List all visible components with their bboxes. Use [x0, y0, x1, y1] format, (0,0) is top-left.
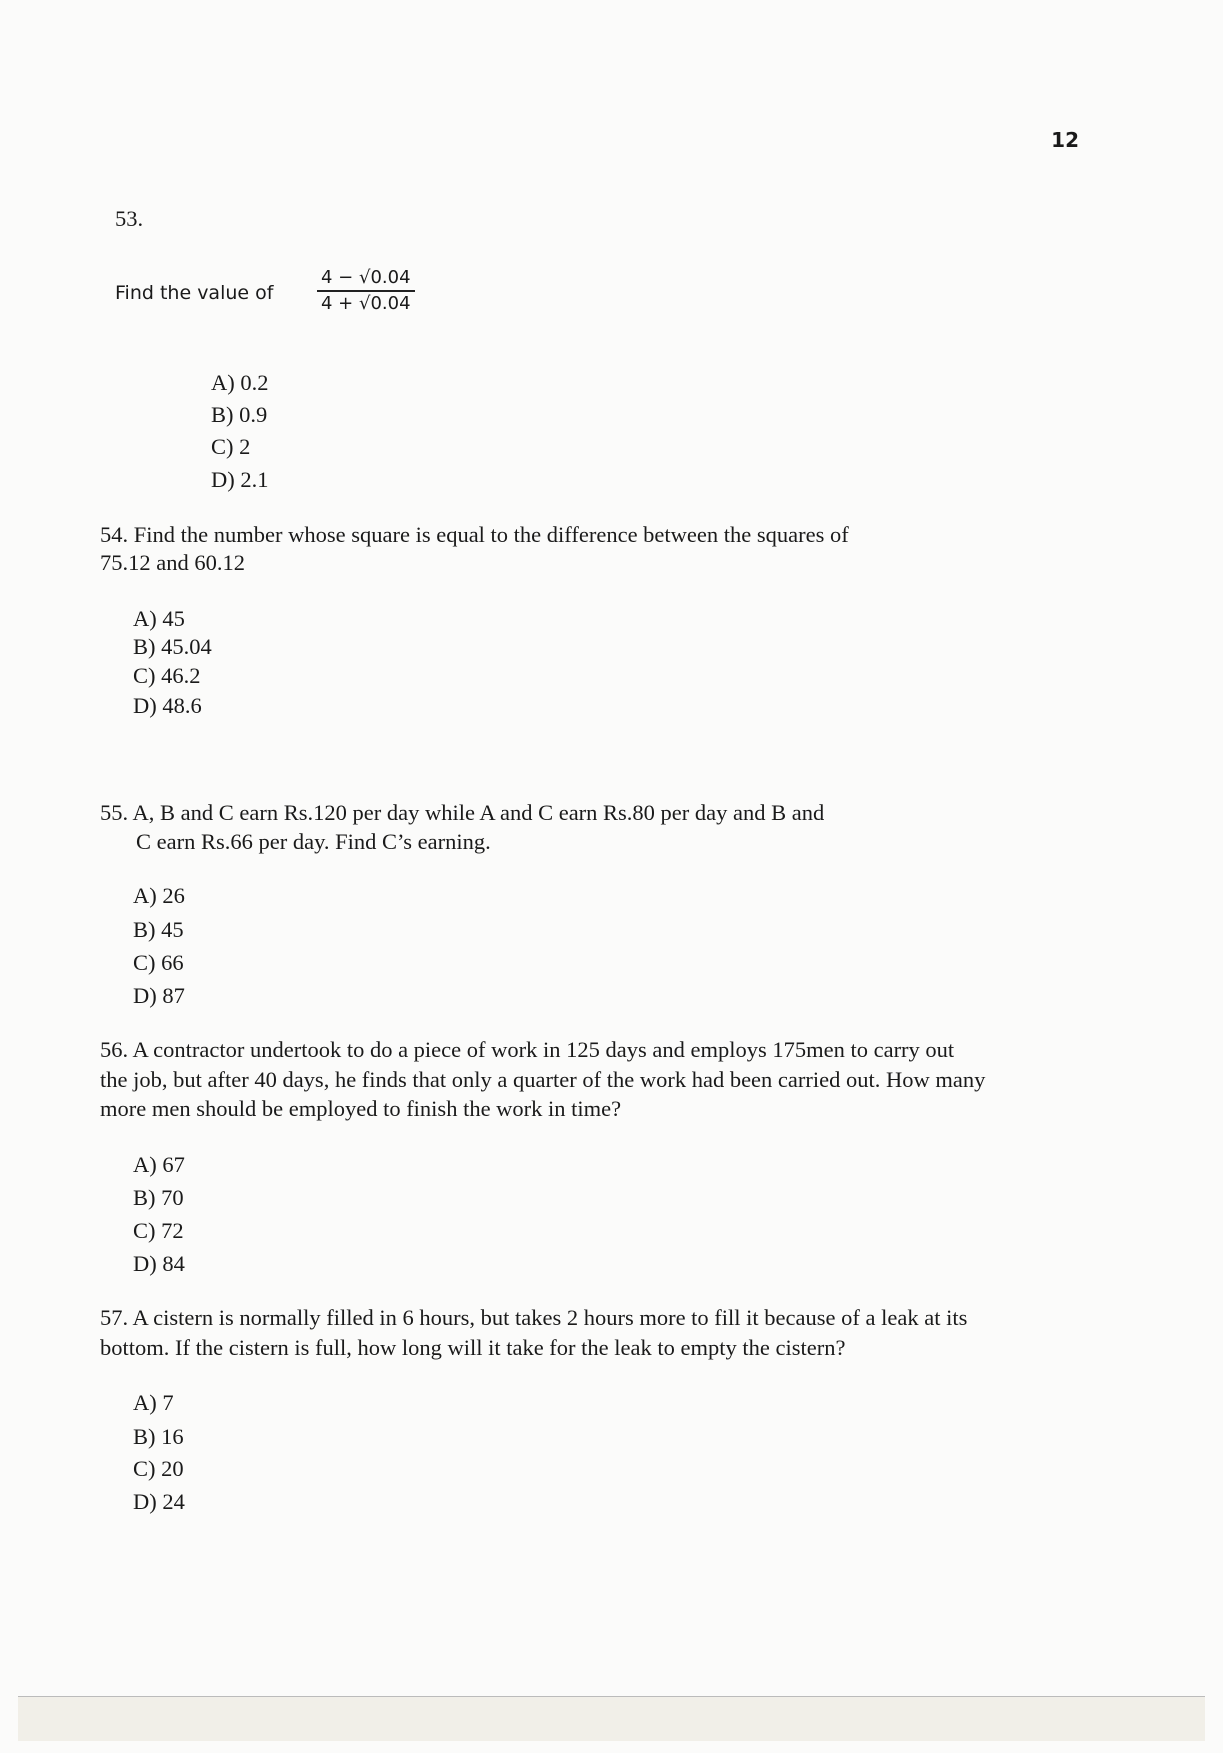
question-text-line: 54. Find the number whose square is equal to the difference between the squares of	[100, 522, 849, 547]
fraction-expression	[317, 266, 415, 316]
question-text-line: 56. A contractor undertook to do a piece of work in 125 days and employs 175men to carry out	[100, 1037, 955, 1062]
option-d: D) 24	[133, 1489, 185, 1514]
option-c: C) 20	[133, 1456, 184, 1481]
question-number: 53.	[115, 206, 144, 231]
scan-edge-band	[18, 1697, 1205, 1741]
question-text-line: C earn Rs.66 per day. Find C’s earning.	[136, 829, 491, 854]
option-d: D) 2.1	[211, 467, 269, 492]
option-b: B) 0.9	[211, 402, 268, 427]
page-number: 12	[1051, 128, 1079, 152]
option-b: B) 45.04	[133, 634, 212, 659]
option-a: A) 67	[133, 1152, 185, 1177]
option-d: D) 84	[133, 1251, 185, 1276]
option-a: A) 0.2	[211, 370, 269, 395]
option-c: C) 72	[133, 1218, 184, 1243]
question-text-line: 75.12 and 60.12	[100, 550, 245, 575]
option-d: D) 48.6	[133, 693, 202, 718]
question-text-line: bottom. If the cistern is full, how long will it take for the leak to empty the cistern?	[100, 1335, 846, 1360]
option-c: C) 66	[133, 950, 184, 975]
option-c: C) 2	[211, 434, 251, 459]
option-a: A) 45	[133, 606, 185, 631]
fraction-denominator: 4 + √0.04	[321, 293, 411, 314]
option-b: B) 45	[133, 917, 184, 942]
fraction-numerator: 4 − √0.04	[317, 266, 415, 292]
question-text-line: the job, but after 40 days, he finds that only a quarter of the work had been carried out. How many	[100, 1067, 986, 1092]
option-a: A) 7	[133, 1390, 174, 1415]
option-c: C) 46.2	[133, 663, 201, 688]
option-b: B) 70	[133, 1185, 184, 1210]
question-text-line: 57. A cistern is normally filled in 6 hours, but takes 2 hours more to fill it because of a leak at its	[100, 1305, 968, 1330]
option-d: D) 87	[133, 983, 185, 1008]
question-text-line: more men should be employed to finish the work in time?	[100, 1096, 622, 1121]
question-text-line: 55. A, B and C earn Rs.120 per day while A and C earn Rs.80 per day and B and	[100, 800, 825, 825]
option-a: A) 26	[133, 883, 185, 908]
option-b: B) 16	[133, 1424, 184, 1449]
question-prompt: Find the value of	[115, 282, 274, 304]
